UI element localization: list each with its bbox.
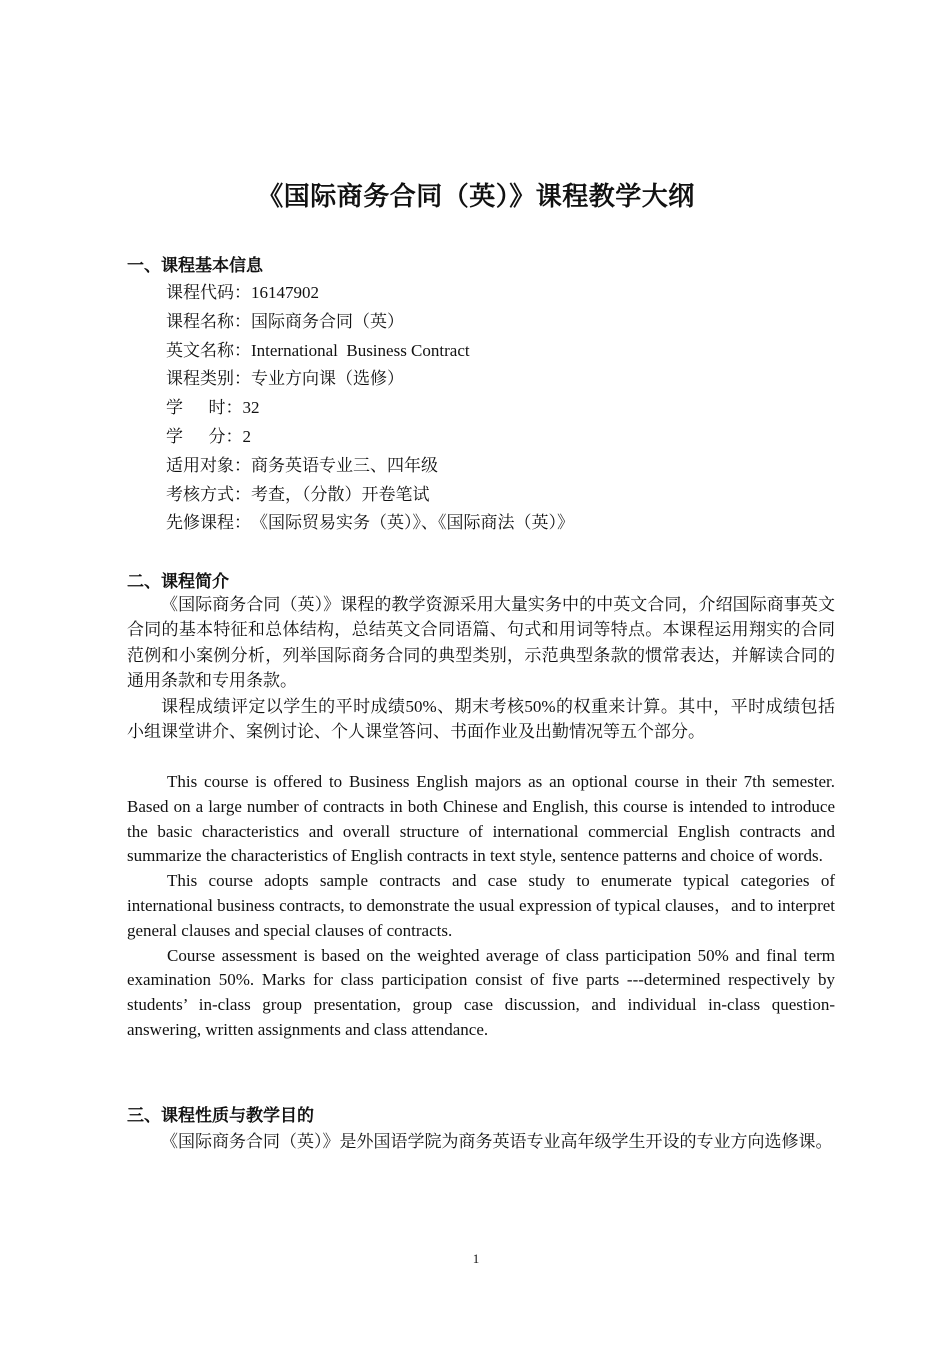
paragraph: 课程成绩评定以学生的平时成绩50%、期末考核50%的权重来计算。其中，平时成绩包括小组课堂讲介、案例讨论、个人课堂答问、书面作业及出勤情况等五个部分。 [127, 696, 835, 742]
paragraph: Course assessment is based on the weighted average of class participation 50% and final term examination 50%. Marks for class participation consist of five parts ---determined respectively by students’ in-class group presentation, group case discussion, and individual in-class question-answering, written assignments and class attendance. [127, 945, 835, 1039]
course-info-value: 专业方向课（选修） [251, 369, 404, 389]
course-info-item [166, 308, 574, 337]
course-info-value: 32 [242, 398, 260, 418]
course-info-item [166, 452, 574, 481]
paragraph: This course adopts sample contracts and case study to enumerate typical categories of international business contracts, to demonstrate the usual expression of typical clauses，and to interpret general clauses and special clauses of contracts. [127, 871, 835, 940]
course-info-value: 16147902 [251, 283, 319, 302]
document-title: 《国际商务合同（英）》课程教学大纲 [257, 182, 695, 212]
course-info-label: 课程代码： [166, 283, 251, 302]
course-info-list [166, 279, 574, 538]
course-info-value: 国际商务合同（英） [251, 311, 404, 331]
course-info-label: 考核方式： [166, 484, 251, 504]
course-info-item [166, 481, 574, 510]
course-info-item [166, 394, 574, 423]
course-info-item [166, 509, 574, 538]
course-info-label: 学 分： [166, 426, 243, 446]
course-info-label: 适用对象： [166, 455, 251, 475]
course-info-label: 课程名称： [166, 311, 251, 331]
course-info-value: International Business Contract [251, 340, 470, 360]
course-intro-english [127, 770, 835, 1043]
course-nature-text [127, 1129, 835, 1154]
course-info-label: 课程类别： [166, 369, 251, 389]
course-intro-chinese [127, 592, 835, 744]
paragraph: 《国际商务合同（英）》是外国语学院为商务英语专业高年级学生开设的专业方向选修课。 [161, 1132, 833, 1151]
course-info-value: 2 [242, 426, 251, 446]
course-info-value: 商务英语专业三、四年级 [251, 455, 438, 475]
course-info-label: 先修课程： [166, 513, 251, 533]
page-number: 1 [472, 1251, 480, 1266]
paragraph: This course is offered to Business English majors as an optional course in their 7th semester. Based on a large number of contracts in both Chinese and English, this course is intended to introduce the basic characteristics and overall structure of international commercial English contracts and summarize the characteristics of English contracts in text style, sentence patterns and choice of words. [127, 772, 835, 866]
course-info-label: 学 时： [166, 398, 243, 418]
section-2-heading: 二、课程简介 [127, 572, 229, 592]
section-3-heading: 三、课程性质与教学目的 [127, 1106, 314, 1126]
section-1-heading: 一、课程基本信息 [127, 256, 263, 276]
paragraph: 《国际商务合同（英）》课程的教学资源采用大量实务中的中英文合同，介绍国际商事英文合同的基本特征和总体结构，总结英文合同语篇、句式和用词等特点。本课程运用翔实的合同范例和小案例分析，列举国际商务合同的典型类别，示范典型条款的惯常表达，并解读合同的通用条款和专用条款。 [127, 595, 835, 691]
course-info-item [166, 423, 574, 452]
course-info-item [166, 365, 574, 394]
course-info-item [166, 337, 574, 366]
course-info-label: 英文名称： [166, 340, 251, 360]
course-info-value: 《国际贸易实务（英）》、《国际商法（英）》 [251, 513, 574, 533]
course-info-item [166, 279, 574, 308]
course-info-value: 考查，（分散）开卷笔试 [251, 484, 430, 504]
